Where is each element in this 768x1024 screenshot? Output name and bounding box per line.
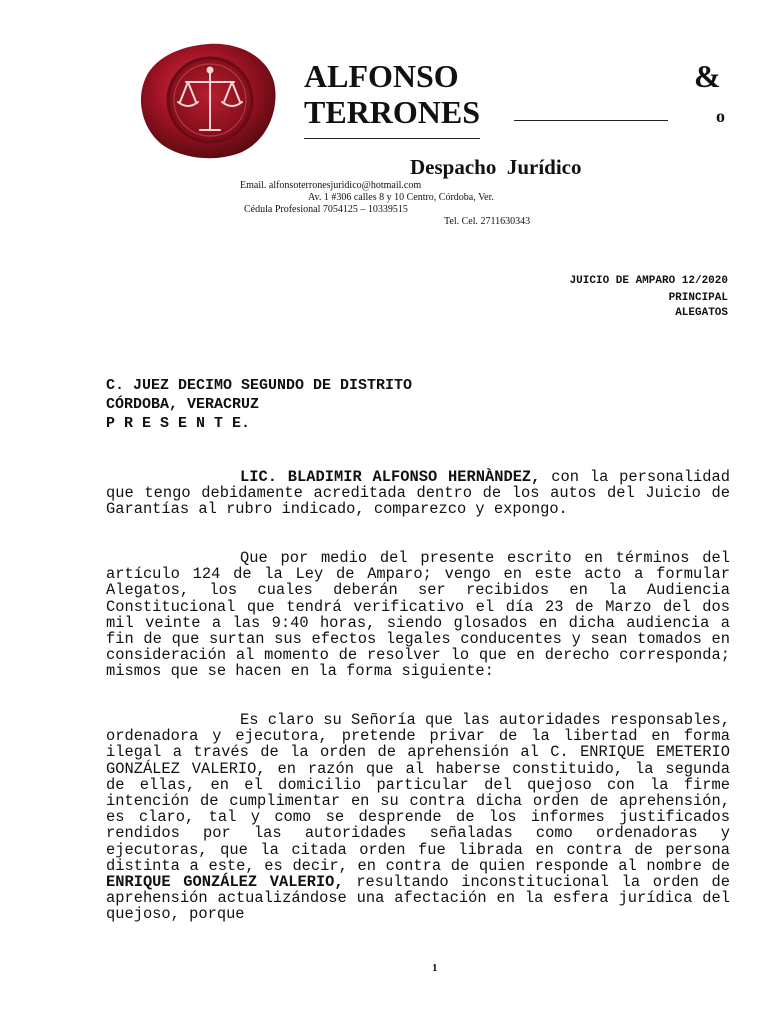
case-ref-line3: ALEGATOS [675,307,728,319]
addressee-line3: P R E S E N T E. [106,415,251,432]
firm-name-line1: ALFONSO [304,58,459,94]
paragraph-1-text: con la personalidad que tengo debidamente acreditada dentro de los autos del Juicio de Garantías al rubro indicado, comparezco y expongo. [106,468,730,519]
address-line: Av. 1 #306 calles 8 y 10 Centro, Córdoba, Ver. [308,192,494,203]
addressee-line1: C. JUEZ DECIMO SEGUNDO DE DISTRITO [106,377,413,394]
ampersand: & [694,58,721,94]
case-ref-line1: JUICIO DE AMPARO 12/2020 [569,275,728,287]
license-line: Cédula Profesional 7054125 – 10339515 [244,204,408,215]
paragraph-3-text-end: resultando inconstitucional la orden de aprehensión actualizándose una afectación en la esfera jurídica del quejoso, porque [106,873,730,924]
title-tail-mark: o [716,106,725,126]
addressee-line2: CÓRDOBA, VERACRUZ [106,396,260,413]
paragraph-3-text-start: Es claro su Señoría que las autoridades responsables, ordenadora y ejecutora, pretende privar de la libertad en forma ilegal a través de la orden de aprehensión al C. ENRIQUE EMETERIO GONZÁLEZ VALERIO, en razón que al haberse constituido, la segunda de ellas, en el domicilio particular del quejoso con la firme intención de cumplimentar en su contra dicha orden de aprehensión, es claro, tal y como se desprende de los informes justificados rendidos por las autoridades señaladas como ordenadoras y ejecutoras, que la citada orden fue librada en contra de persona distinta a este, es decir, en contra de quien responde al nombre de [106,711,730,875]
firm-name-line2: TERRONES [304,94,481,130]
phone-line: Tel. Cel. 2711630343 [444,216,531,227]
subtitle: Despacho Jurídico [410,155,582,179]
paragraph-2: Que por medio del presente escrito en términos del artículo 124 de la Ley de Amparo; vengo en este acto a formular Alegatos, los cuales deberán ser recibidos en la Audiencia Constitucional que tendrá verificativo el día 23 de Marzo del dos mil veinte a las 9:40 horas, siendo glosados en dicha audiencia a fin de que surtan sus efectos legales conducentes y sean tomados en consideración al momento de resolver lo que en derecho corresponda; mismos que se hacen en la forma siguiente: [106,549,730,681]
page-number: 1 [432,962,438,974]
paragraph-3 [106,712,730,923]
title-underline-2 [304,138,480,139]
case-ref-line2: PRINCIPAL [668,292,728,304]
wax-seal-logo [138,42,278,160]
title-underline-1 [514,120,668,121]
complainant-name: ENRIQUE GONZÁLEZ VALERIO, [106,873,344,892]
attorney-name: LIC. BLADIMIR ALFONSO HERNÀNDEZ, [240,468,541,486]
email-line: Email. alfonsoterronesjuridico@hotmail.com [240,180,422,191]
paragraph-1 [106,469,730,518]
